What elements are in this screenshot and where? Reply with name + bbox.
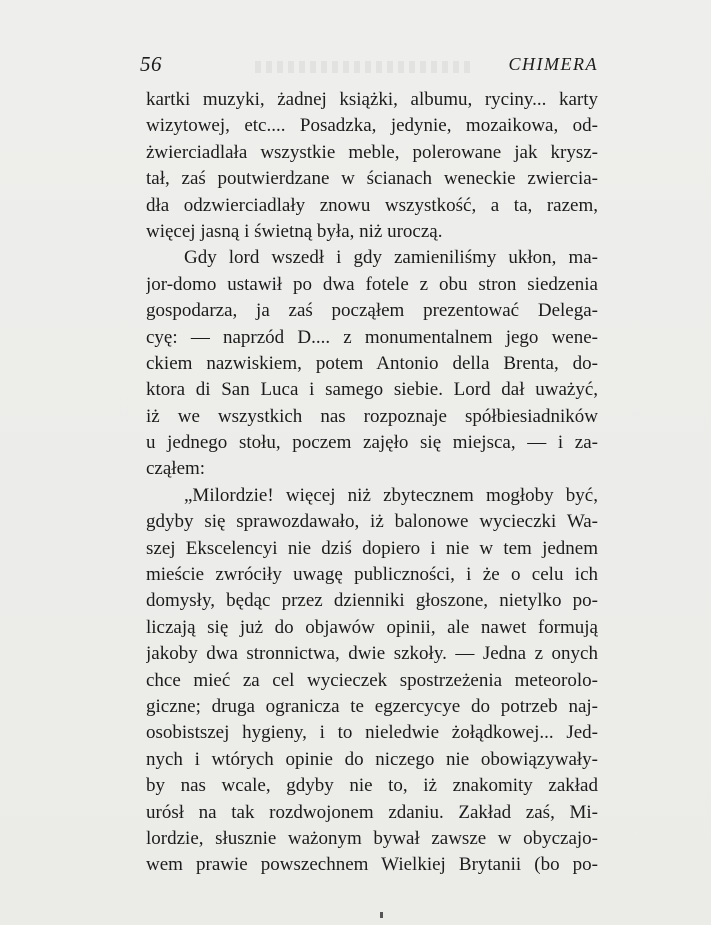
text-line: jakoby dwa stronnictwa, dwie szkoły. — Jedna z onych <box>146 643 598 665</box>
text-line: mieście zwróciły uwagę publiczności, i że o celu ich <box>146 564 598 586</box>
text-line: cyę: — naprzód D.... z monumentalnem jego wene- <box>146 326 598 348</box>
text-line: by nas wcale, gdyby nie to, iż znakomity zakład <box>146 775 598 797</box>
page-header <box>140 52 598 82</box>
text-line: dła odzwierciadlały znowu wszystkość, a ta, razem, <box>146 194 598 216</box>
text-line: „Milordzie! więcej niż zbytecznem mogłoby być, <box>184 484 598 506</box>
paragraph <box>146 87 598 245</box>
paragraph <box>146 245 598 483</box>
text-line: osobistszej hygieny, i to nieledwie żołądkowej... Jed- <box>146 722 598 744</box>
text-line: ktora di San Luca i samego siebie. Lord dał uważyć, <box>146 379 598 401</box>
text-line: tał, zaś poutwierdzane w ścianach weneckie zwiercia- <box>146 168 598 190</box>
running-title: CHIMERA <box>508 54 598 74</box>
text-line: Gdy lord wszedł i gdy zamieniliśmy ukłon, ma- <box>184 247 598 269</box>
text-line: szej Ekscelencyi nie dziś dopiero i nie w tem jednem <box>146 537 598 559</box>
page-number: 56 <box>140 52 162 76</box>
text-line: więcej jasną i świetną była, niż uroczą. <box>146 220 443 242</box>
text-line: u jednego stołu, poczem zajęło się miejsca, — i za- <box>146 432 598 454</box>
text-line: giczne; druga ogranicza te egzercycye do potrzeb naj- <box>146 695 598 717</box>
body-text <box>146 87 598 879</box>
text-line: ckiem nazwiskiem, potem Antonio della Brenta, do- <box>146 352 598 374</box>
text-line: gdyby się sprawozdawało, iż balonowe wycieczki Wa- <box>146 511 598 533</box>
text-line: wem prawie powszechnem Wielkiej Brytanii (bo po- <box>146 854 598 876</box>
text-line: urósł na tak rozdwojonem zdaniu. Zakład zaś, Mi- <box>146 801 598 823</box>
text-line: gospodarza, ja zaś począłem prezentować Delega- <box>146 300 598 322</box>
paragraph <box>146 483 598 879</box>
text-line: kartki muzyki, żadnej książki, albumu, ryciny... karty <box>146 89 598 110</box>
text-line: żwierciadlała wszystkie meble, polerowane jak krysz- <box>146 141 598 163</box>
text-line: jor-domo ustawił po dwa fotele z obu stron siedzenia <box>146 273 598 295</box>
text-line: iż we wszystkich nas rozpoznaje spółbiesiadników <box>146 405 598 427</box>
text-line: liczają się już do objawów opinii, ale nawet formują <box>146 616 598 638</box>
text-line: domysły, będąc przez dzienniki głoszone, nietylko po- <box>146 590 598 612</box>
text-line: cząłem: <box>146 458 206 480</box>
text-line: wizytowej, etc.... Posadzka, jedynie, mozaikowa, od- <box>146 115 598 137</box>
text-line: nych i wtórych opinie do niczego nie obowiązywały- <box>146 748 598 770</box>
bottom-ink-mark <box>380 912 383 918</box>
text-line: chce mieć za cel wycieczek spostrzeżenia meteorolo- <box>146 669 598 691</box>
text-line: lordzie, słusznie ważonym bywał zawsze w obyczajo- <box>146 827 598 849</box>
